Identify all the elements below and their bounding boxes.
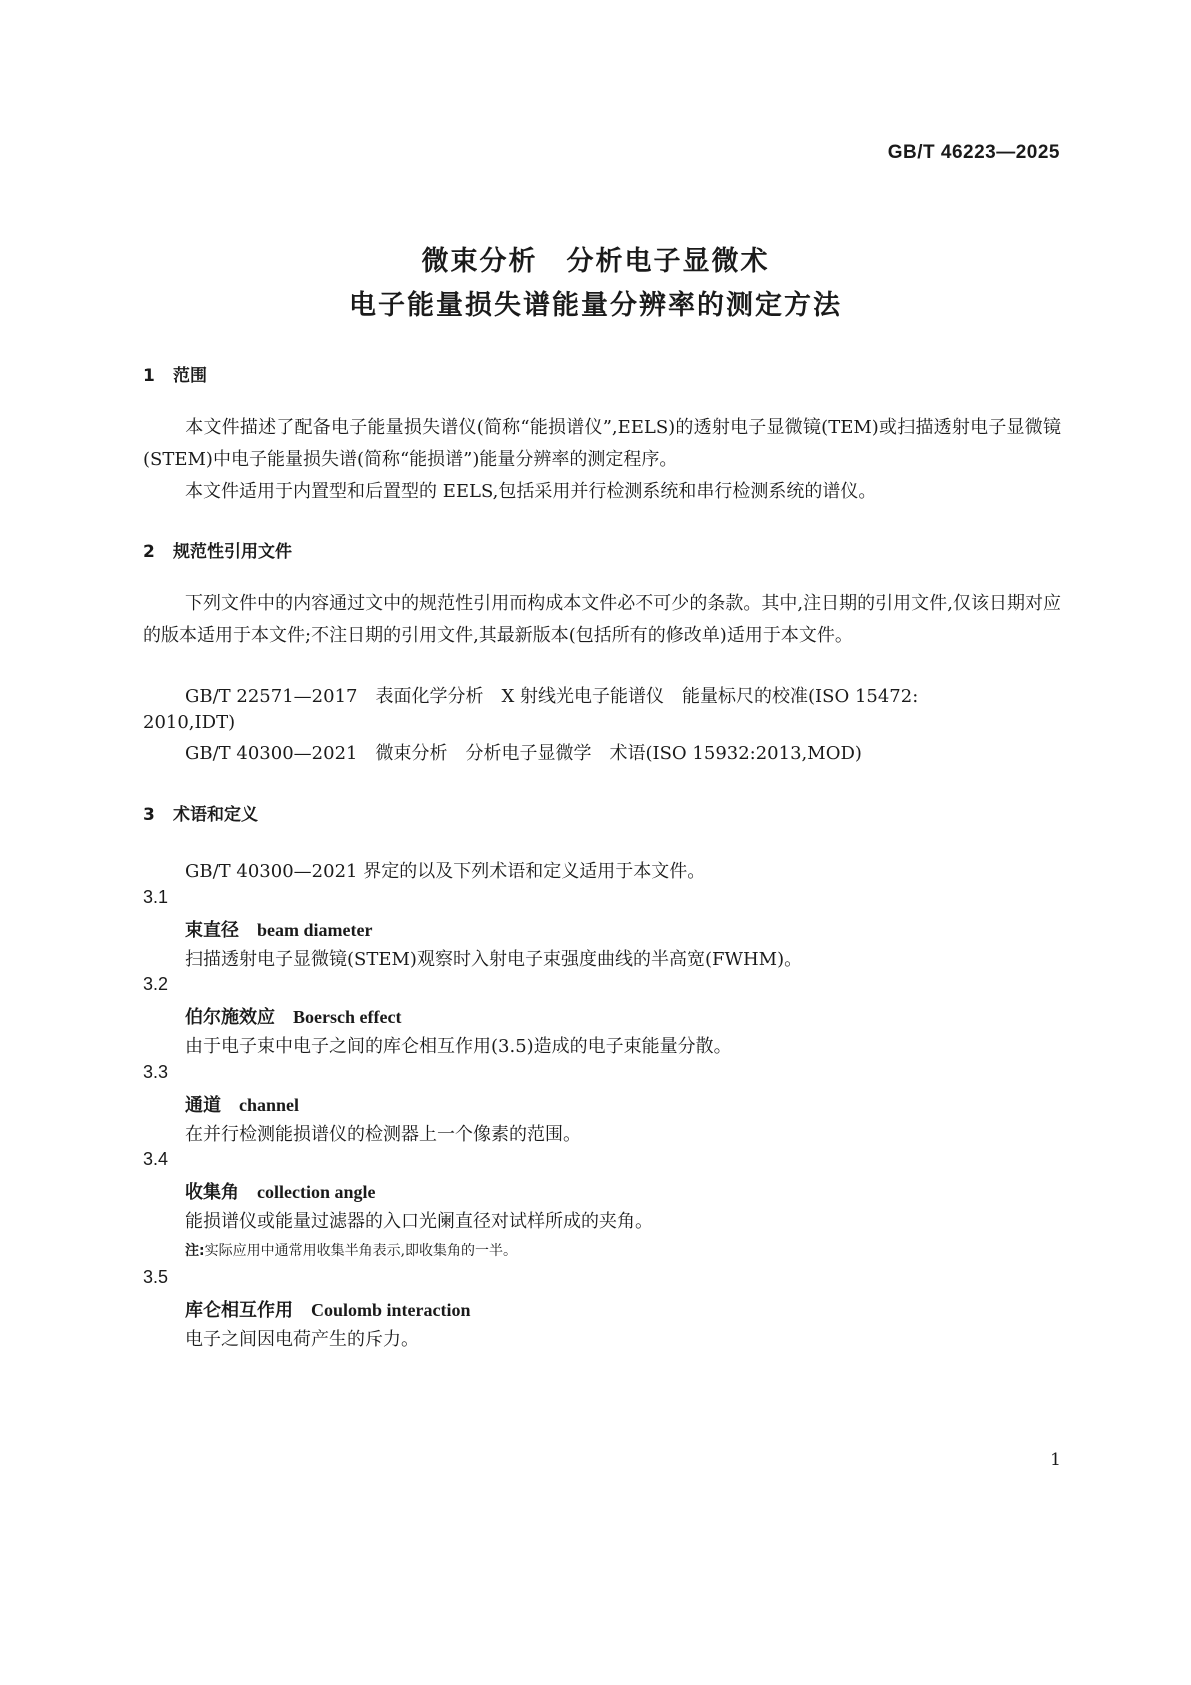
paragraph-text: 本文件适用于内置型和后置型的 EELS,包括采用并行检测系统和串行检测系统的谱仪。 — [185, 481, 877, 502]
section-heading-terms — [143, 800, 258, 825]
term-number: 3.3 — [143, 1062, 169, 1082]
section-title: 范围 — [173, 366, 207, 386]
term-note — [185, 1240, 517, 1260]
term-en: Boersch effect — [293, 1007, 402, 1027]
section-heading-scope — [143, 361, 207, 386]
term-definition: 电子之间因电荷产生的斥力。 — [185, 1329, 419, 1350]
term-zh: 库仑相互作用 — [185, 1300, 293, 1321]
paragraph-text: 下列文件中的内容通过文中的规范性引用而构成本文件必不可少的条款。其中,注日期的引用文件,仅该日期对应的版本适用于本文件;不注日期的引用文件,其最新版本(包括所有的修改单)适用于本文件。 — [143, 593, 1061, 646]
section-heading-normative-references — [143, 537, 292, 562]
standard-code: GB/T 46223—2025 — [887, 142, 1060, 163]
terms-intro: GB/T 40300—2021 界定的以及下列术语和定义适用于本文件。 — [185, 861, 706, 882]
term-heading — [185, 1178, 375, 1204]
term-zh: 伯尔施效应 — [185, 1007, 275, 1028]
term-number: 3.1 — [143, 887, 169, 907]
term-zh: 收集角 — [185, 1182, 239, 1203]
note-text: 实际应用中通常用收集半角表示,即收集角的一半。 — [204, 1243, 518, 1259]
reference-entry: GB/T 40300—2021 微束分析 分析电子显微学 术语(ISO 15932:2013,MOD) — [185, 743, 862, 764]
term-en: collection angle — [257, 1182, 376, 1202]
term-heading — [185, 1091, 299, 1117]
section-number: 3 — [143, 805, 155, 825]
term-number: 3.4 — [143, 1149, 169, 1169]
reference-entry: GB/T 22571—2017 表面化学分析 X 射线光电子能谱仪 能量标尺的校准(ISO 15472: — [185, 686, 919, 707]
paragraph-text: 本文件描述了配备电子能量损失谱仪(简称“能损谱仪”,EELS)的透射电子显微镜(TEM)或扫描透射电子显微镜(STEM)中电子能量损失谱(简称“能损谱”)能量分辨率的测定程序。 — [143, 417, 1061, 470]
note-label: 注: — [185, 1243, 205, 1259]
title-line-1: 微束分析 分析电子显微术 — [421, 246, 770, 277]
term-heading — [185, 916, 372, 942]
section-number: 2 — [143, 542, 155, 562]
term-en: channel — [239, 1095, 300, 1115]
term-number: 3.2 — [143, 974, 169, 994]
term-definition: 能损谱仪或能量过滤器的入口光阑直径对试样所成的夹角。 — [185, 1211, 653, 1232]
section-number: 1 — [143, 366, 155, 386]
title-line-2: 电子能量损失谱能量分辨率的测定方法 — [349, 290, 842, 321]
paragraph — [143, 412, 1061, 476]
section-title: 术语和定义 — [173, 805, 258, 825]
section-title: 规范性引用文件 — [173, 542, 292, 562]
term-definition: 扫描透射电子显微镜(STEM)观察时入射电子束强度曲线的半高宽(FWHM)。 — [185, 949, 803, 970]
term-zh: 束直径 — [185, 920, 239, 941]
paragraph — [143, 588, 1061, 652]
term-en: beam diameter — [257, 920, 373, 940]
term-en: Coulomb interaction — [311, 1300, 471, 1320]
term-zh: 通道 — [185, 1095, 221, 1116]
reference-entry-continuation: 2010,IDT) — [143, 712, 236, 733]
paragraph — [143, 476, 1061, 508]
term-heading — [185, 1296, 471, 1322]
term-definition: 在并行检测能损谱仪的检测器上一个像素的范围。 — [185, 1124, 581, 1145]
page-number: 1 — [1050, 1450, 1061, 1470]
term-heading — [185, 1003, 401, 1029]
document-title — [0, 240, 1191, 328]
term-number: 3.5 — [143, 1267, 169, 1287]
term-definition: 由于电子束中电子之间的库仑相互作用(3.5)造成的电子束能量分散。 — [185, 1036, 732, 1057]
